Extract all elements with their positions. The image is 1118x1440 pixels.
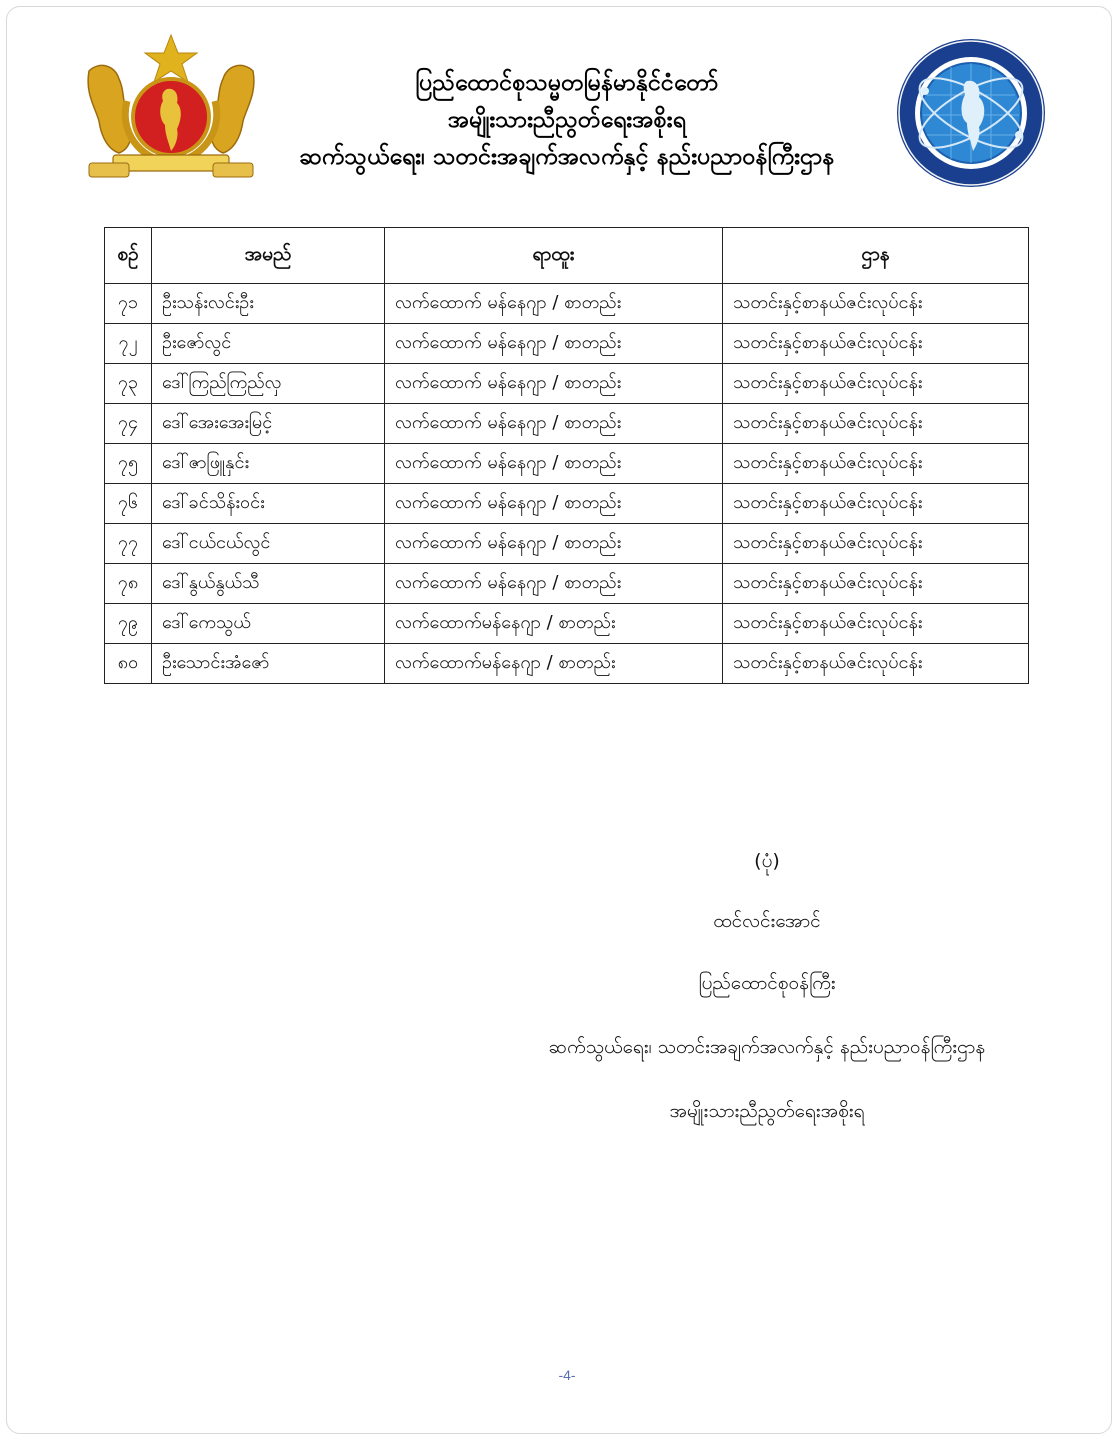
row-department: သတင်းနှင့်စာနယ်ဇင်းလုပ်ငန်း [723, 564, 1029, 604]
row-department: သတင်းနှင့်စာနယ်ဇင်းလုပ်ငန်း [723, 524, 1029, 564]
row-position: လက်ထောက်မန်နေဂျာ / စာတည်း [385, 644, 723, 684]
row-name: ဒေါ်အေးအေးမြင့် [152, 404, 385, 444]
header-government-name: အမျိုးသားညီညွတ်ရေးအစိုးရ [447, 107, 687, 133]
row-department: သတင်းနှင့်စာနယ်ဇင်းလုပ်ငန်း [723, 644, 1029, 684]
row-number: ၇၄ [105, 404, 152, 444]
staff-roster-table [104, 227, 1029, 684]
signatory-title: ပြည်ထောင်စုဝန်ကြီး [698, 972, 836, 994]
row-name: ဒေါ်ကြည်ကြည်လှ [152, 364, 385, 404]
table-row [105, 324, 1029, 364]
row-name: ဒေါ်နွယ်နွယ်သီ [152, 564, 385, 604]
row-department: သတင်းနှင့်စာနယ်ဇင်းလုပ်ငန်း [723, 364, 1029, 404]
signatory-government: အမျိုးသားညီညွတ်ရေးအစိုးရ [669, 1100, 865, 1122]
table-row [105, 564, 1029, 604]
row-number: ၇၃ [105, 364, 152, 404]
column-header-number: စဉ် [105, 228, 152, 284]
row-position: လက်ထောက် မန်နေဂျာ / စာတည်း [385, 444, 723, 484]
row-department: သတင်းနှင့်စာနယ်ဇင်းလုပ်ငန်း [723, 324, 1029, 364]
table-header-row [105, 228, 1029, 284]
row-number: ၇၈ [105, 564, 152, 604]
table-row [105, 404, 1029, 444]
row-name: ဒေါ်ကေသွယ် [152, 604, 385, 644]
row-position: လက်ထောက် မန်နေဂျာ / စာတည်း [385, 324, 723, 364]
row-position: လက်ထောက် မန်နေဂျာ / စာတည်း [385, 524, 723, 564]
header-country-name: ပြည်ထောင်စုသမ္မတမြန်မာနိုင်ငံတော် [415, 70, 719, 96]
row-name: ဦးသောင်းအံဇော် [152, 644, 385, 684]
ministry-logo-icon [887, 35, 1055, 191]
document-page [6, 6, 1112, 1434]
row-name: ဒေါ်ဇာဖြူနှင်း [152, 444, 385, 484]
table-row [105, 524, 1029, 564]
row-number: ၇၁ [105, 284, 152, 324]
header-ministry-name: ဆက်သွယ်ရေး၊ သတင်းအချက်အလက်နှင့် နည်းပညာဝန်ကြီးဌာန [299, 144, 835, 170]
column-header-position: ရာထူး [385, 228, 723, 284]
table-row [105, 364, 1029, 404]
row-position: လက်ထောက်မန်နေဂျာ / စာတည်း [385, 604, 723, 644]
row-name: ဦးသန်းလင်းဦး [152, 284, 385, 324]
row-name: ဦးဇော်လွင် [152, 324, 385, 364]
table-row [105, 604, 1029, 644]
page-number: -4- [558, 1367, 576, 1383]
row-department: သတင်းနှင့်စာနယ်ဇင်းလုပ်ငန်း [723, 444, 1029, 484]
column-header-department: ဌာန [723, 228, 1029, 284]
column-header-name: အမည် [152, 228, 385, 284]
row-number: ၈၀ [105, 644, 152, 684]
signatory-ministry: ဆက်သွယ်ရေး၊ သတင်းအချက်အလက်နှင့် နည်းပညာဝန်ကြီးဌာန [548, 1036, 986, 1058]
row-position: လက်ထောက် မန်နေဂျာ / စာတည်း [385, 404, 723, 444]
state-seal-emblem-icon [79, 31, 263, 183]
table-row [105, 444, 1029, 484]
row-number: ၇၉ [105, 604, 152, 644]
row-number: ၇၂ [105, 324, 152, 364]
row-position: လက်ထောက် မန်နေဂျာ / စာတည်း [385, 484, 723, 524]
table-row [105, 644, 1029, 684]
signatory-name: ထင်လင်းအောင် [713, 910, 821, 932]
table-row [105, 484, 1029, 524]
row-department: သတင်းနှင့်စာနယ်ဇင်းလုပ်ငန်း [723, 484, 1029, 524]
table-row [105, 284, 1029, 324]
document-header [247, 65, 887, 176]
row-name: ဒေါ်ခင်သိန်းဝင်း [152, 484, 385, 524]
row-number: ၇၅ [105, 444, 152, 484]
row-position: လက်ထောက် မန်နေဂျာ / စာတည်း [385, 364, 723, 404]
row-number: ၇၆ [105, 484, 152, 524]
row-number: ၇၇ [105, 524, 152, 564]
row-department: သတင်းနှင့်စာနယ်ဇင်းလုပ်ငန်း [723, 604, 1029, 644]
row-position: လက်ထောက် မန်နေဂျာ / စာတည်း [385, 564, 723, 604]
row-name: ဒေါ်ငယ်ငယ်လွင် [152, 524, 385, 564]
row-department: သတင်းနှင့်စာနယ်ဇင်းလုပ်ငန်း [723, 404, 1029, 444]
signature-mark: (ပုံ) [754, 850, 780, 872]
row-department: သတင်းနှင့်စာနယ်ဇင်းလုပ်ငန်း [723, 284, 1029, 324]
row-position: လက်ထောက် မန်နေဂျာ / စာတည်း [385, 284, 723, 324]
